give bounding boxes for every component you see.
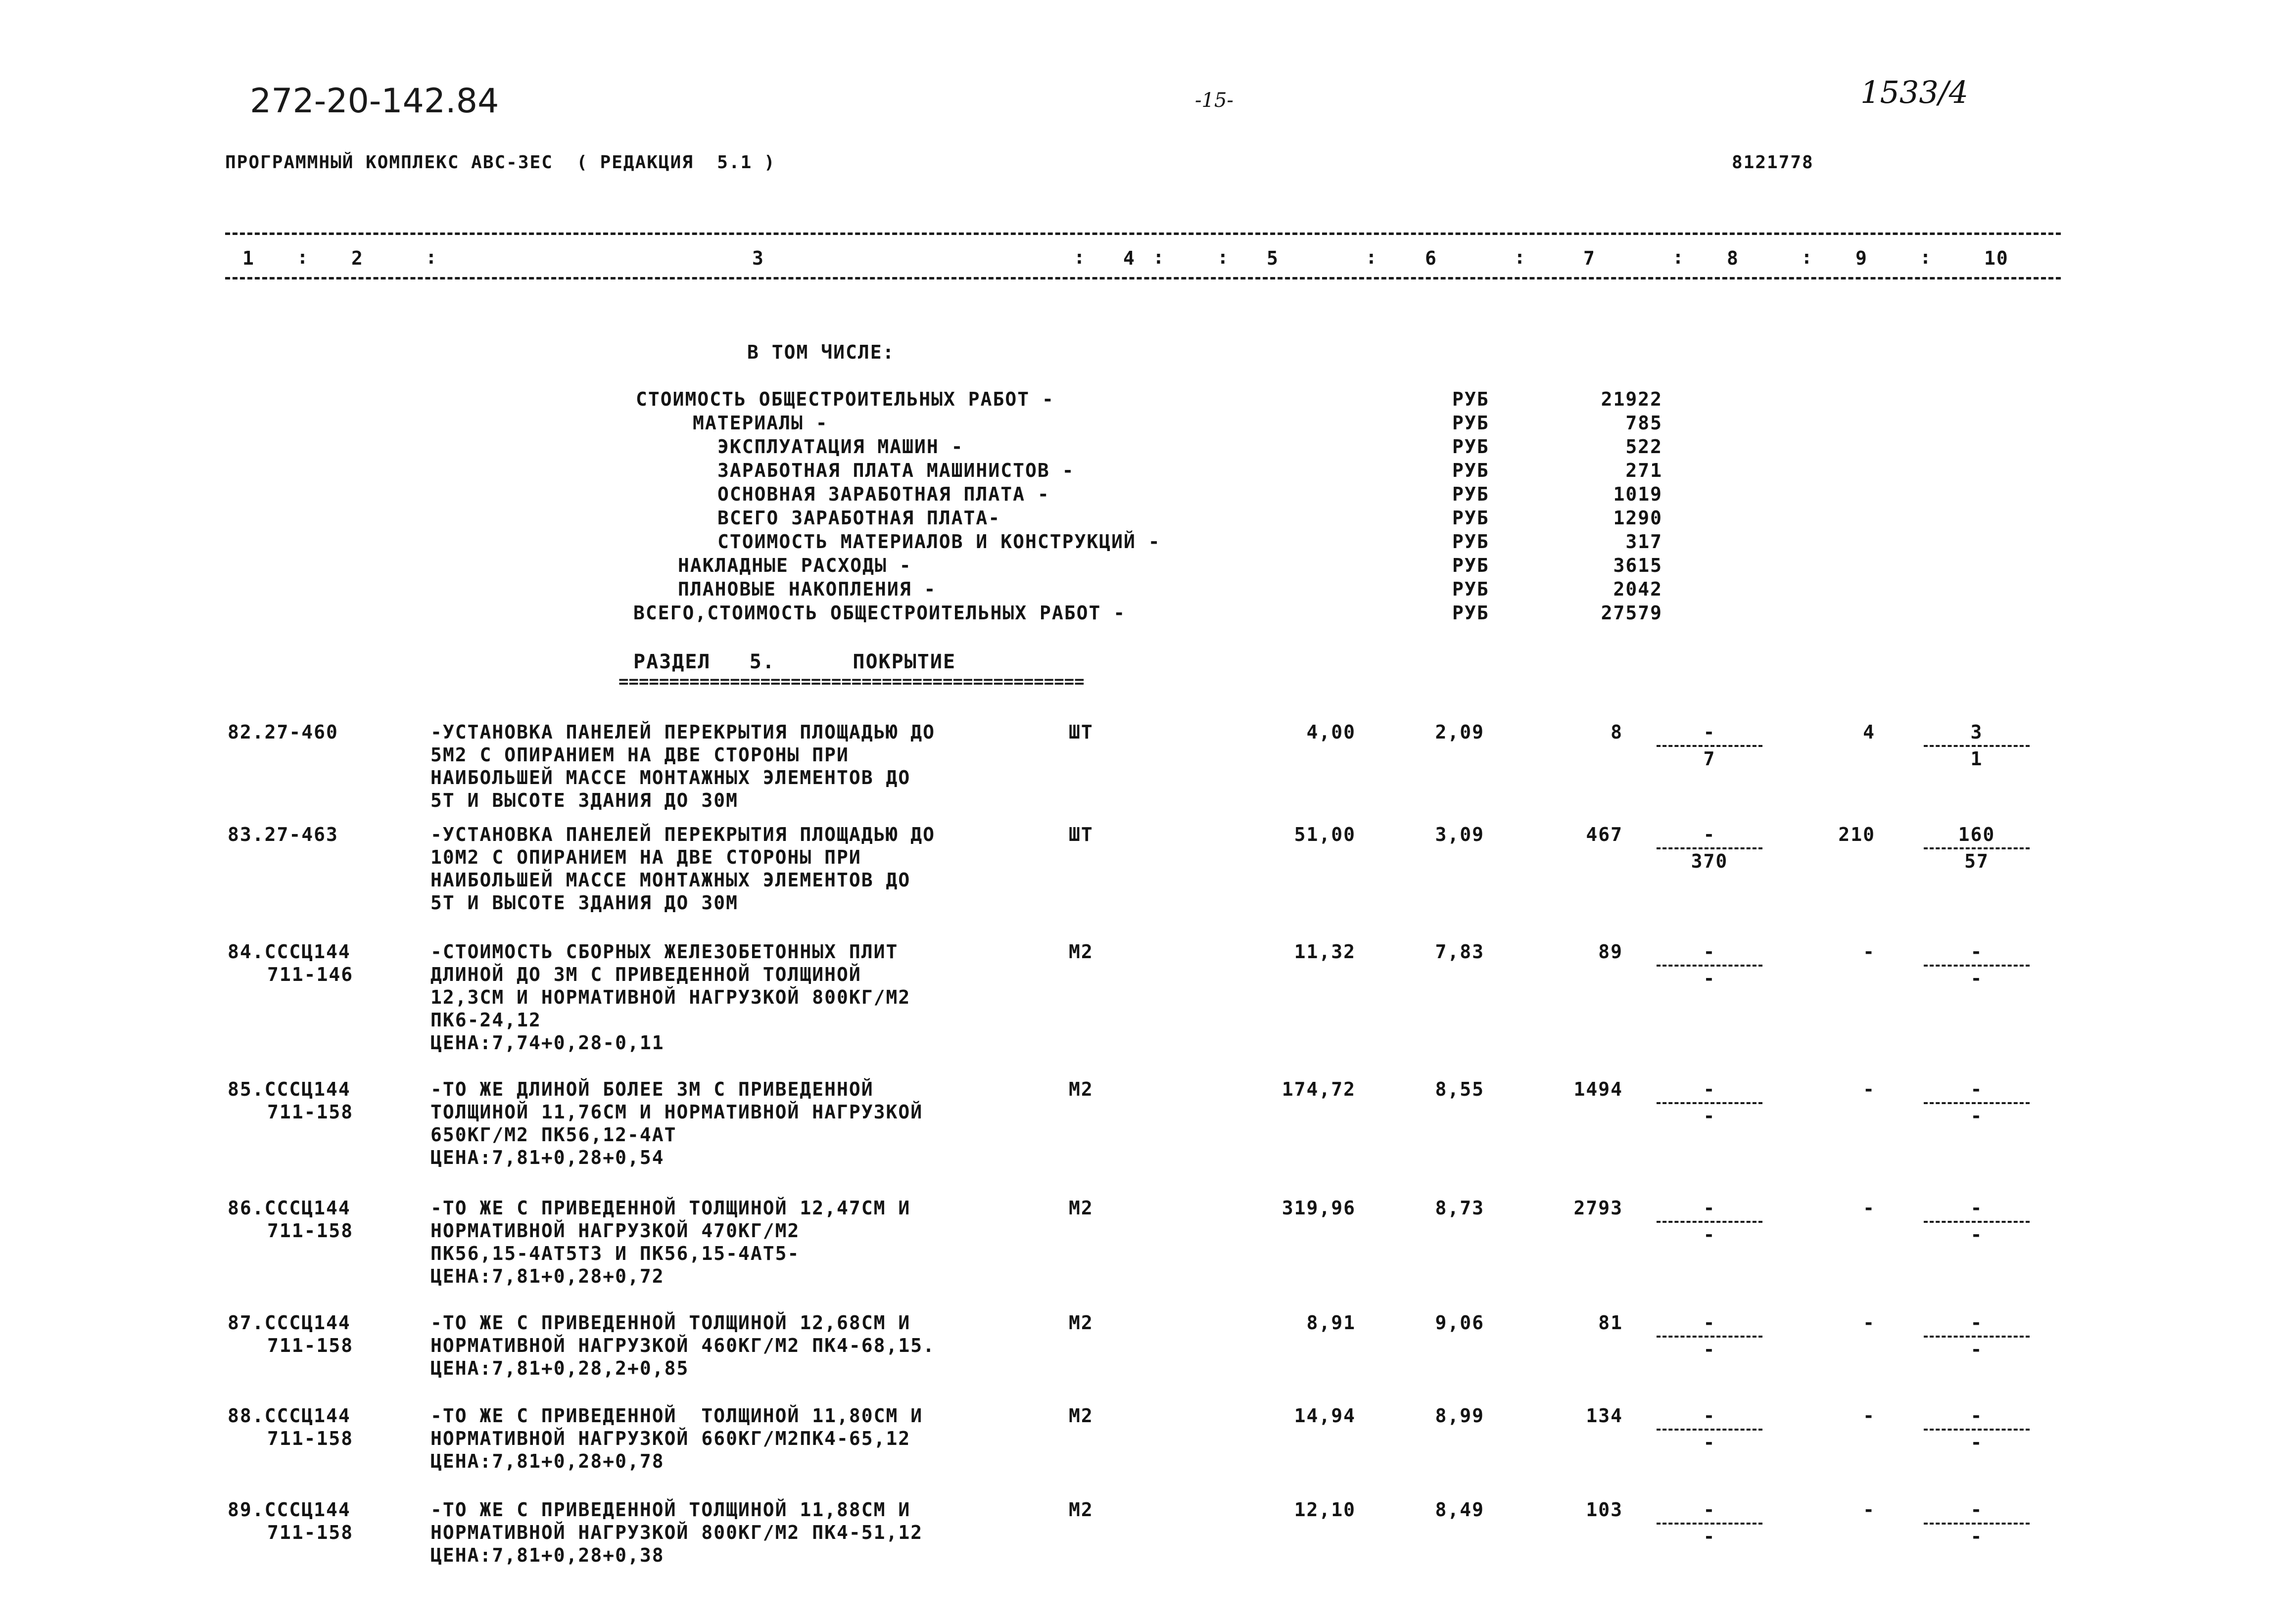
item-col9: - <box>1863 1405 1875 1427</box>
item-description-line: ДЛИНОЙ ДО 3М С ПРИВЕДЕННОЙ ТОЛЩИНОЙ <box>430 964 861 985</box>
column-separator: : <box>1153 246 1165 268</box>
item-col9: 4 <box>1863 721 1875 743</box>
fraction-bar <box>1924 847 2030 849</box>
summary-value: 21922 <box>1601 388 1662 410</box>
section-title: РАЗДЕЛ 5. ПОКРЫТИЕ <box>633 650 956 673</box>
labor-cost-fraction <box>1653 941 1766 989</box>
fraction-denominator: 370 <box>1691 850 1728 872</box>
item-unit-price: 8,73 <box>1435 1197 1484 1219</box>
summary-label: НАКЛАДНЫЕ РАСХОДЫ - <box>678 555 912 576</box>
item-code: 711-158 <box>267 1101 354 1123</box>
item-description-line: -ТО ЖЕ С ПРИВЕДЕННОЙ ТОЛЩИНОЙ 11,80СМ И <box>430 1405 923 1427</box>
item-code: 83.27-463 <box>228 824 338 845</box>
summary-unit: РУБ <box>1452 436 1489 458</box>
item-description-line: ЦЕНА:7,81+0,28+0,38 <box>430 1544 665 1566</box>
column-number: 2 <box>351 247 364 269</box>
summary-label: ПЛАНОВЫЕ НАКОПЛЕНИЯ - <box>678 578 937 600</box>
item-unit-price: 8,55 <box>1435 1078 1484 1100</box>
fraction-bar <box>1924 1221 2030 1223</box>
summary-unit: РУБ <box>1452 602 1489 624</box>
item-description-line: НОРМАТИВНОЙ НАГРУЗКОЙ 660КГ/М2ПК4-65,12 <box>430 1428 911 1449</box>
item-code: 711-158 <box>267 1522 354 1543</box>
item-description-line: НАИБОЛЬШЕЙ МАССЕ МОНТАЖНЫХ ЭЛЕМЕНТОВ ДО <box>430 767 911 789</box>
labor-cost-fraction <box>1653 1078 1766 1127</box>
machine-cost-fraction <box>1920 1499 2034 1547</box>
item-unit-price: 3,09 <box>1435 824 1484 845</box>
item-quantity: 14,94 <box>1294 1405 1356 1427</box>
item-description-line: ЦЕНА:7,81+0,28+0,78 <box>430 1450 665 1472</box>
fraction-denominator: - <box>1703 1339 1716 1360</box>
fraction-numerator: 3 <box>1970 721 1983 743</box>
item-total: 1494 <box>1573 1078 1623 1100</box>
labor-cost-fraction <box>1653 1312 1766 1360</box>
item-description-line: -ТО ЖЕ С ПРИВЕДЕННОЙ ТОЛЩИНОЙ 11,88СМ И <box>430 1499 911 1521</box>
fraction-bar <box>1657 1429 1762 1431</box>
item-unit: М2 <box>1069 1197 1093 1219</box>
summary-unit: РУБ <box>1452 555 1489 576</box>
column-number: 4 <box>1123 247 1136 269</box>
summary-value: 522 <box>1625 436 1662 458</box>
item-code: 85.СССЦ144 <box>228 1078 351 1100</box>
item-code: 87.СССЦ144 <box>228 1312 351 1334</box>
fraction-numerator: - <box>1703 721 1716 743</box>
item-description-line: ЦЕНА:7,81+0,28+0,72 <box>430 1265 665 1287</box>
column-number: 1 <box>242 247 255 269</box>
item-description-line: -ТО ЖЕ С ПРИВЕДЕННОЙ ТОЛЩИНОЙ 12,47СМ И <box>430 1197 911 1219</box>
fraction-bar <box>1657 1221 1762 1223</box>
summary-value: 3615 <box>1613 555 1662 576</box>
item-description-line: 12,3СМ И НОРМАТИВНОЙ НАГРУЗКОЙ 800КГ/М2 <box>430 986 911 1008</box>
column-separator: : <box>297 246 309 268</box>
fraction-numerator: - <box>1703 941 1716 963</box>
item-unit-price: 9,06 <box>1435 1312 1484 1334</box>
fraction-bar <box>1657 1336 1762 1338</box>
item-unit: М2 <box>1069 1499 1093 1521</box>
item-unit: М2 <box>1069 1312 1093 1334</box>
item-code: 711-158 <box>267 1335 354 1356</box>
item-description-line: ЦЕНА:7,74+0,28-0,11 <box>430 1032 665 1054</box>
item-col9: - <box>1863 1499 1875 1521</box>
fraction-bar <box>1657 965 1762 967</box>
item-quantity: 174,72 <box>1282 1078 1356 1100</box>
item-code: 86.СССЦ144 <box>228 1197 351 1219</box>
summary-unit: РУБ <box>1452 507 1489 529</box>
item-code: 84.СССЦ144 <box>228 941 351 963</box>
fraction-numerator: - <box>1703 1197 1716 1219</box>
item-total: 81 <box>1598 1312 1623 1334</box>
item-description-line: ПК6-24,12 <box>430 1009 541 1031</box>
item-description-line: 5М2 С ОПИРАНИЕМ НА ДВЕ СТОРОНЫ ПРИ <box>430 744 849 766</box>
column-separator: : <box>1672 246 1685 268</box>
item-col9: - <box>1863 1312 1875 1334</box>
item-unit: М2 <box>1069 1405 1093 1427</box>
fraction-bar <box>1924 1429 2030 1431</box>
fraction-numerator: 160 <box>1958 824 1995 845</box>
column-separator: : <box>1074 246 1086 268</box>
fraction-denominator: - <box>1970 968 1983 989</box>
column-number: 3 <box>752 247 764 269</box>
machine-cost-fraction <box>1920 1312 2034 1360</box>
fraction-denominator: - <box>1703 968 1716 989</box>
machine-cost-fraction <box>1920 721 2034 770</box>
fraction-denominator: - <box>1703 1526 1716 1547</box>
summary-label: МАТЕРИАЛЫ - <box>693 412 828 434</box>
item-col9: 210 <box>1838 824 1875 845</box>
item-total: 8 <box>1611 721 1623 743</box>
fraction-numerator: - <box>1970 1197 1983 1219</box>
item-description-line: 5Т И ВЫСОТЕ ЗДАНИЯ ДО 30М <box>430 892 738 914</box>
summary-value: 785 <box>1625 412 1662 434</box>
item-quantity: 319,96 <box>1282 1197 1356 1219</box>
summary-value: 1290 <box>1613 507 1662 529</box>
item-code: 88.СССЦ144 <box>228 1405 351 1427</box>
fraction-numerator: - <box>1703 1499 1716 1521</box>
summary-unit: РУБ <box>1452 578 1489 600</box>
item-total: 89 <box>1598 941 1623 963</box>
item-col9: - <box>1863 1197 1875 1219</box>
column-separator: : <box>1217 246 1230 268</box>
item-total: 134 <box>1586 1405 1623 1427</box>
fraction-numerator: - <box>1970 1312 1983 1334</box>
item-description-line: 650КГ/М2 ПК56,12-4АТ <box>430 1124 677 1146</box>
fraction-denominator: - <box>1970 1224 1983 1246</box>
item-description-line: 5Т И ВЫСОТЕ ЗДАНИЯ ДО 30М <box>430 789 738 811</box>
item-unit: М2 <box>1069 1078 1093 1100</box>
item-quantity: 12,10 <box>1294 1499 1356 1521</box>
fraction-denominator: - <box>1970 1339 1983 1360</box>
item-total: 2793 <box>1573 1197 1623 1219</box>
fraction-bar <box>1924 1102 2030 1104</box>
item-code: 711-146 <box>267 964 354 985</box>
fraction-numerator: - <box>1703 824 1716 845</box>
item-unit-price: 7,83 <box>1435 941 1484 963</box>
summary-label: СТОИМОСТЬ ОБЩЕСТРОИТЕЛЬНЫХ РАБОТ - <box>636 388 1054 410</box>
item-code: 711-158 <box>267 1220 354 1242</box>
summary-label: ЗАРАБОТНАЯ ПЛАТА МАШИНИСТОВ - <box>717 460 1075 481</box>
column-number: 8 <box>1727 247 1739 269</box>
fraction-numerator: - <box>1970 1499 1983 1521</box>
item-description-line: -ТО ЖЕ С ПРИВЕДЕННОЙ ТОЛЩИНОЙ 12,68СМ И <box>430 1312 911 1334</box>
fraction-denominator: 1 <box>1970 748 1983 770</box>
fraction-numerator: - <box>1703 1312 1716 1334</box>
item-description-line: -УСТАНОВКА ПАНЕЛЕЙ ПЕРЕКРЫТИЯ ПЛОЩАДЬЮ ДО <box>430 721 935 743</box>
fraction-denominator: - <box>1703 1432 1716 1453</box>
summary-label: ВСЕГО,СТОИМОСТЬ ОБЩЕСТРОИТЕЛЬНЫХ РАБОТ - <box>633 602 1126 624</box>
summary-unit: РУБ <box>1452 460 1489 481</box>
item-description-line: -УСТАНОВКА ПАНЕЛЕЙ ПЕРЕКРЫТИЯ ПЛОЩАДЬЮ ДО <box>430 824 935 845</box>
machine-cost-fraction <box>1920 824 2034 872</box>
item-code: 89.СССЦ144 <box>228 1499 351 1521</box>
labor-cost-fraction <box>1653 1499 1766 1547</box>
page-number: -15- <box>1195 89 1234 112</box>
fraction-bar <box>1657 745 1762 747</box>
item-unit: ШТ <box>1069 721 1093 743</box>
summary-value: 271 <box>1625 460 1662 481</box>
item-description-line: ЦЕНА:7,81+0,28+0,54 <box>430 1147 665 1168</box>
fraction-numerator: - <box>1703 1078 1716 1100</box>
column-number: 5 <box>1267 247 1279 269</box>
item-description-line: -СТОИМОСТЬ СБОРНЫХ ЖЕЛЕЗОБЕТОННЫХ ПЛИТ <box>430 941 899 963</box>
column-separator: : <box>426 246 438 268</box>
fraction-numerator: - <box>1970 1078 1983 1100</box>
summary-intro: В ТОМ ЧИСЛЕ: <box>747 341 895 363</box>
summary-unit: РУБ <box>1452 483 1489 505</box>
item-col9: - <box>1863 1078 1875 1100</box>
fraction-numerator: - <box>1970 941 1983 963</box>
fraction-bar <box>1924 745 2030 747</box>
summary-value: 317 <box>1625 531 1662 553</box>
item-description-line: ТОЛЩИНОЙ 11,76СМ И НОРМАТИВНОЙ НАГРУЗКОЙ <box>430 1101 923 1123</box>
summary-unit: РУБ <box>1452 412 1489 434</box>
column-number: 6 <box>1425 247 1437 269</box>
fraction-denominator: - <box>1703 1105 1716 1127</box>
fraction-denominator: 57 <box>1964 850 1989 872</box>
item-total: 467 <box>1586 824 1623 845</box>
summary-value: 27579 <box>1601 602 1662 624</box>
header-rule-top <box>225 232 2061 235</box>
program-line: ПРОГРАММНЫЙ КОМПЛЕКС АВС-3ЕС ( РЕДАКЦИЯ 5.1 ) <box>225 152 776 173</box>
fraction-bar <box>1657 847 1762 849</box>
machine-cost-fraction <box>1920 1197 2034 1246</box>
handwritten-sheet-number: 1533/4 <box>1860 74 1969 110</box>
column-separator: : <box>1514 246 1526 268</box>
fraction-denominator: 7 <box>1703 748 1716 770</box>
machine-cost-fraction <box>1920 1078 2034 1127</box>
item-unit-price: 8,99 <box>1435 1405 1484 1427</box>
fraction-denominator: - <box>1703 1224 1716 1246</box>
document-id: 8121778 <box>1732 152 1814 173</box>
column-separator: : <box>1366 246 1378 268</box>
summary-value: 1019 <box>1613 483 1662 505</box>
item-total: 103 <box>1586 1499 1623 1521</box>
item-description-line: НОРМАТИВНОЙ НАГРУЗКОЙ 470КГ/М2 <box>430 1220 800 1242</box>
item-col9: - <box>1863 941 1875 963</box>
summary-label: ЭКСПЛУАТАЦИЯ МАШИН - <box>717 436 964 458</box>
summary-unit: РУБ <box>1452 531 1489 553</box>
machine-cost-fraction <box>1920 941 2034 989</box>
labor-cost-fraction <box>1653 824 1766 872</box>
document-code: 272-20-142.84 <box>250 82 499 121</box>
summary-unit: РУБ <box>1452 388 1489 410</box>
item-description-line: ПК56,15-4АТ5Т3 И ПК56,15-4АТ5- <box>430 1243 800 1264</box>
fraction-bar <box>1657 1102 1762 1104</box>
header-rule-bottom <box>225 277 2061 279</box>
item-quantity: 8,91 <box>1306 1312 1356 1334</box>
item-quantity: 51,00 <box>1294 824 1356 845</box>
item-description-line: НОРМАТИВНОЙ НАГРУЗКОЙ 460КГ/М2 ПК4-68,15. <box>430 1335 935 1356</box>
summary-label: ОСНОВНАЯ ЗАРАБОТНАЯ ПЛАТА - <box>717 483 1050 505</box>
fraction-bar <box>1657 1523 1762 1525</box>
item-description-line: НАИБОЛЬШЕЙ МАССЕ МОНТАЖНЫХ ЭЛЕМЕНТОВ ДО <box>430 869 911 891</box>
item-unit: М2 <box>1069 941 1093 963</box>
item-code: 711-158 <box>267 1428 354 1449</box>
fraction-denominator: - <box>1970 1105 1983 1127</box>
item-description-line: НОРМАТИВНОЙ НАГРУЗКОЙ 800КГ/М2 ПК4-51,12 <box>430 1522 923 1543</box>
item-unit-price: 8,49 <box>1435 1499 1484 1521</box>
section-underline: ============================================== <box>618 672 1085 692</box>
labor-cost-fraction <box>1653 1405 1766 1453</box>
fraction-bar <box>1924 1336 2030 1338</box>
item-description-line: -ТО ЖЕ ДЛИНОЙ БОЛЕЕ 3М С ПРИВЕДЕННОЙ <box>430 1078 874 1100</box>
fraction-denominator: - <box>1970 1526 1983 1547</box>
fraction-numerator: - <box>1703 1405 1716 1427</box>
item-quantity: 11,32 <box>1294 941 1356 963</box>
item-unit: ШТ <box>1069 824 1093 845</box>
column-number: 10 <box>1984 247 2009 269</box>
item-description-line: 10М2 С ОПИРАНИЕМ НА ДВЕ СТОРОНЫ ПРИ <box>430 846 861 868</box>
column-number: 7 <box>1583 247 1596 269</box>
fraction-denominator: - <box>1970 1432 1983 1453</box>
item-quantity: 4,00 <box>1306 721 1356 743</box>
summary-label: СТОИМОСТЬ МАТЕРИАЛОВ И КОНСТРУКЦИЙ - <box>717 531 1161 553</box>
item-unit-price: 2,09 <box>1435 721 1484 743</box>
column-separator: : <box>1801 246 1813 268</box>
summary-label: ВСЕГО ЗАРАБОТНАЯ ПЛАТА- <box>717 507 1001 529</box>
labor-cost-fraction <box>1653 1197 1766 1246</box>
column-separator: : <box>1920 246 1932 268</box>
fraction-bar <box>1924 965 2030 967</box>
fraction-bar <box>1924 1523 2030 1525</box>
summary-value: 2042 <box>1613 578 1662 600</box>
item-code: 82.27-460 <box>228 721 338 743</box>
column-number: 9 <box>1855 247 1868 269</box>
item-description-line: ЦЕНА:7,81+0,28,2+0,85 <box>430 1357 689 1379</box>
fraction-numerator: - <box>1970 1405 1983 1427</box>
labor-cost-fraction <box>1653 721 1766 770</box>
machine-cost-fraction <box>1920 1405 2034 1453</box>
